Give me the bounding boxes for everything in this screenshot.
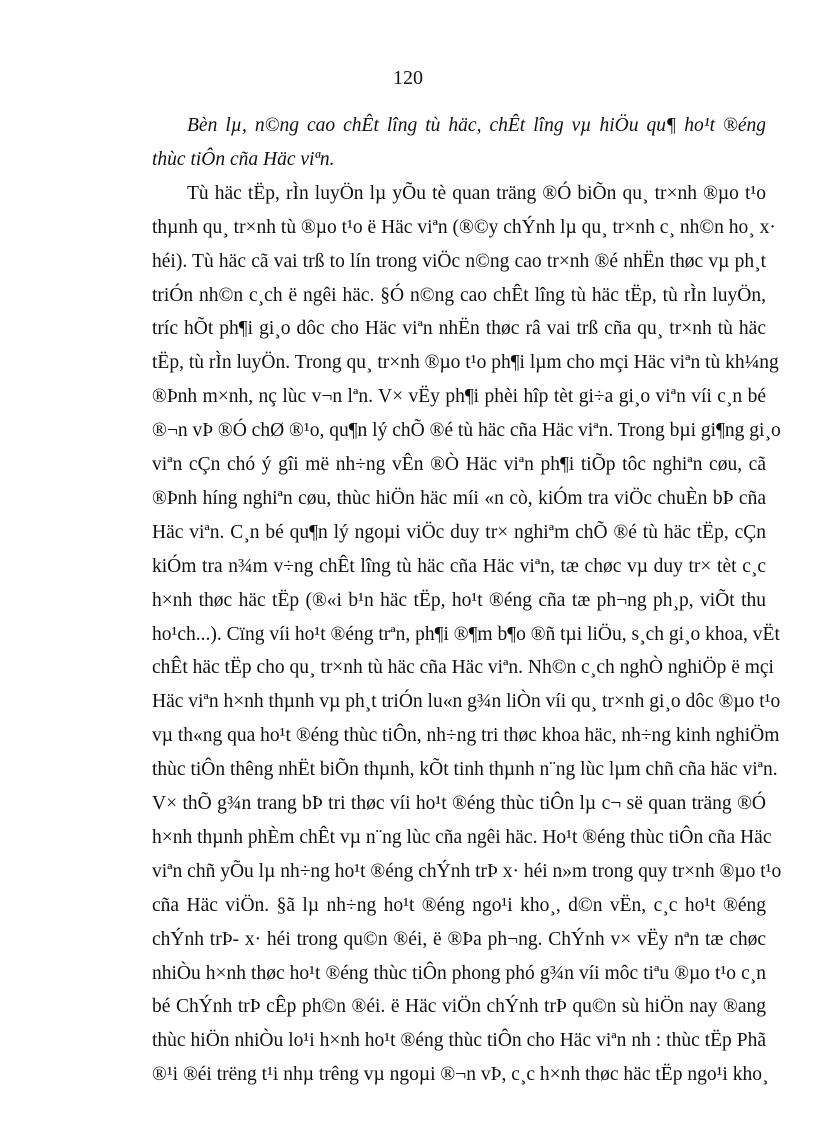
text-line: triÓn nh©n c¸ch ë ngêi häc. §Ó n©ng cao chÊt lîng tù häc tËp, tù rÌn luyÖn, [152, 284, 766, 306]
text-line: Bèn lµ, n©ng cao chÊt lîng tù häc, chÊt lîng vµ hiÖu qu¶ ho¹t ®éng [187, 115, 766, 136]
text-line: chÝnh trÞ- x· héi trong qu©n ®éi, ë ®Þa ph¬ng. ChÝnh v× vËy nªn tæ chøc [152, 928, 766, 950]
text-line: vµ th«ng qua ho¹t ®éng thùc tiÔn, nh÷ng tri thøc khoa häc, nh÷ng kinh nghiÖm [152, 725, 780, 747]
text-line: héi). Tù häc cã vai trß to lín trong viÖc n©ng cao tr×nh ®é nhËn thøc vµ ph¸t [152, 250, 766, 272]
text-line: ®Þnh híng nghiªn cøu, thùc hiÖn häc míi «n cò, kiÓm tra viÖc chuÈn bÞ cña [152, 487, 766, 509]
page-number: 120 [393, 67, 423, 89]
text-line: ®¬n vÞ ®Ó chØ ®¹o, qu¶n lý chÕ ®é tù häc cña Häc viªn. Trong bµi gi¶ng gi¸o [152, 420, 781, 442]
text-line: thùc tiÔn thêng nhËt biÕn thµnh, kÕt tinh thµnh n¨ng lùc lµm chñ cña häc viªn. [152, 759, 778, 781]
text-line: h×nh thµnh phÈm chÊt vµ n¨ng lùc cña ngêi häc. Ho¹t ®éng thùc tiÔn cña Häc [152, 826, 772, 848]
text-line: Tù häc tËp, rÌn luyÖn lµ yÕu tè quan träng ®Ó biÕn qu¸ tr×nh ®µo t¹o [187, 182, 766, 204]
text-line: Häc viªn h×nh thµnh vµ ph¸t triÓn lu«n g¾n liÒn víi qu¸ tr×nh gi¸o dôc ®µo t¹o [152, 691, 781, 713]
text-line: cña Häc viÖn. §ã lµ nh÷ng ho¹t ®éng ngo¹i kho¸, d©n vËn, c¸c ho¹t ®éng [152, 894, 766, 916]
text-line: thùc hiÖn nhiÒu lo¹i h×nh ho¹t ®éng thùc tiÔn cho Häc viªn nh : thùc tËp Phã [152, 1030, 766, 1052]
text-line: viªn chñ yÕu lµ nh÷ng ho¹t ®éng chÝnh trÞ x· héi n»m trong quy tr×nh ®µo t¹o [152, 860, 782, 882]
text-line: nhiÒu h×nh thøc ho¹t ®éng thùc tiÔn phong phó g¾n víi môc tiªu ®µo t¹o c¸n [152, 962, 766, 984]
text-line: chÊt häc tËp cho qu¸ tr×nh tù häc cña Häc viªn. Nh©n c¸ch nghÒ nghiÖp ë mçi [152, 657, 774, 679]
text-line: bé ChÝnh trÞ cÊp ph©n ®éi. ë Häc viÖn chÝnh trÞ qu©n sù hiÖn nay ®ang [152, 996, 766, 1018]
text-line: kiÓm tra n¾m v÷ng chÊt lîng tù häc cña Häc viªn, tæ chøc vµ duy tr× tèt c¸c [152, 555, 766, 577]
text-line: ®¹i ®éi trëng t¹i nhµ trêng vµ ngoµi ®¬n vÞ, c¸c h×nh thøc häc tËp ngo¹i kho¸ [152, 1064, 769, 1086]
text-line: V× thÕ g¾n trang bÞ tri thøc víi ho¹t ®éng thùc tiÔn lµ c¬ së quan träng ®Ó [152, 793, 766, 814]
text-line: thµnh qu¸ tr×nh tù ®µo t¹o ë Häc viªn (®©y chÝnh lµ qu¸ tr×nh c¸ nh©n ho¸ x· [152, 216, 776, 238]
text-line: thùc tiÔn cña Häc viªn. [152, 148, 335, 170]
text-line: tríc hÕt ph¶i gi¸o dôc cho Häc viªn nhËn thøc râ vai trß cña qu¸ tr×nh tù häc [152, 318, 766, 340]
text-line: ®Þnh m×nh, nç lùc v¬n lªn. V× vËy ph¶i phèi hîp tèt gi÷a gi¸o viªn víi c¸n bé [152, 386, 766, 408]
text-line: Häc viªn. C¸n bé qu¶n lý ngoµi viÖc duy tr× nghiªm chÕ ®é tù häc tËp, cÇn [152, 521, 766, 543]
text-line: ho¹ch...). Cïng víi ho¹t ®éng trªn, ph¶i ®¶m b¶o ®ñ tµi liÖu, s¸ch gi¸o khoa, vËt [152, 623, 780, 645]
text-line: h×nh thøc häc tËp (®«i b¹n häc tËp, ho¹t ®éng cña tæ ph¬ng ph¸p, viÕt thu [152, 589, 766, 611]
text-line: tËp, tù rÌn luyÖn. Trong qu¸ tr×nh ®µo t¹o ph¶i lµm cho mçi Häc viªn tù kh¼ng [152, 352, 779, 374]
text-line: viªn cÇn chó ý gîi më nh÷ng vÊn ®Ò Häc viªn ph¶i tiÕp tôc nghiªn cøu, cã [152, 454, 766, 475]
